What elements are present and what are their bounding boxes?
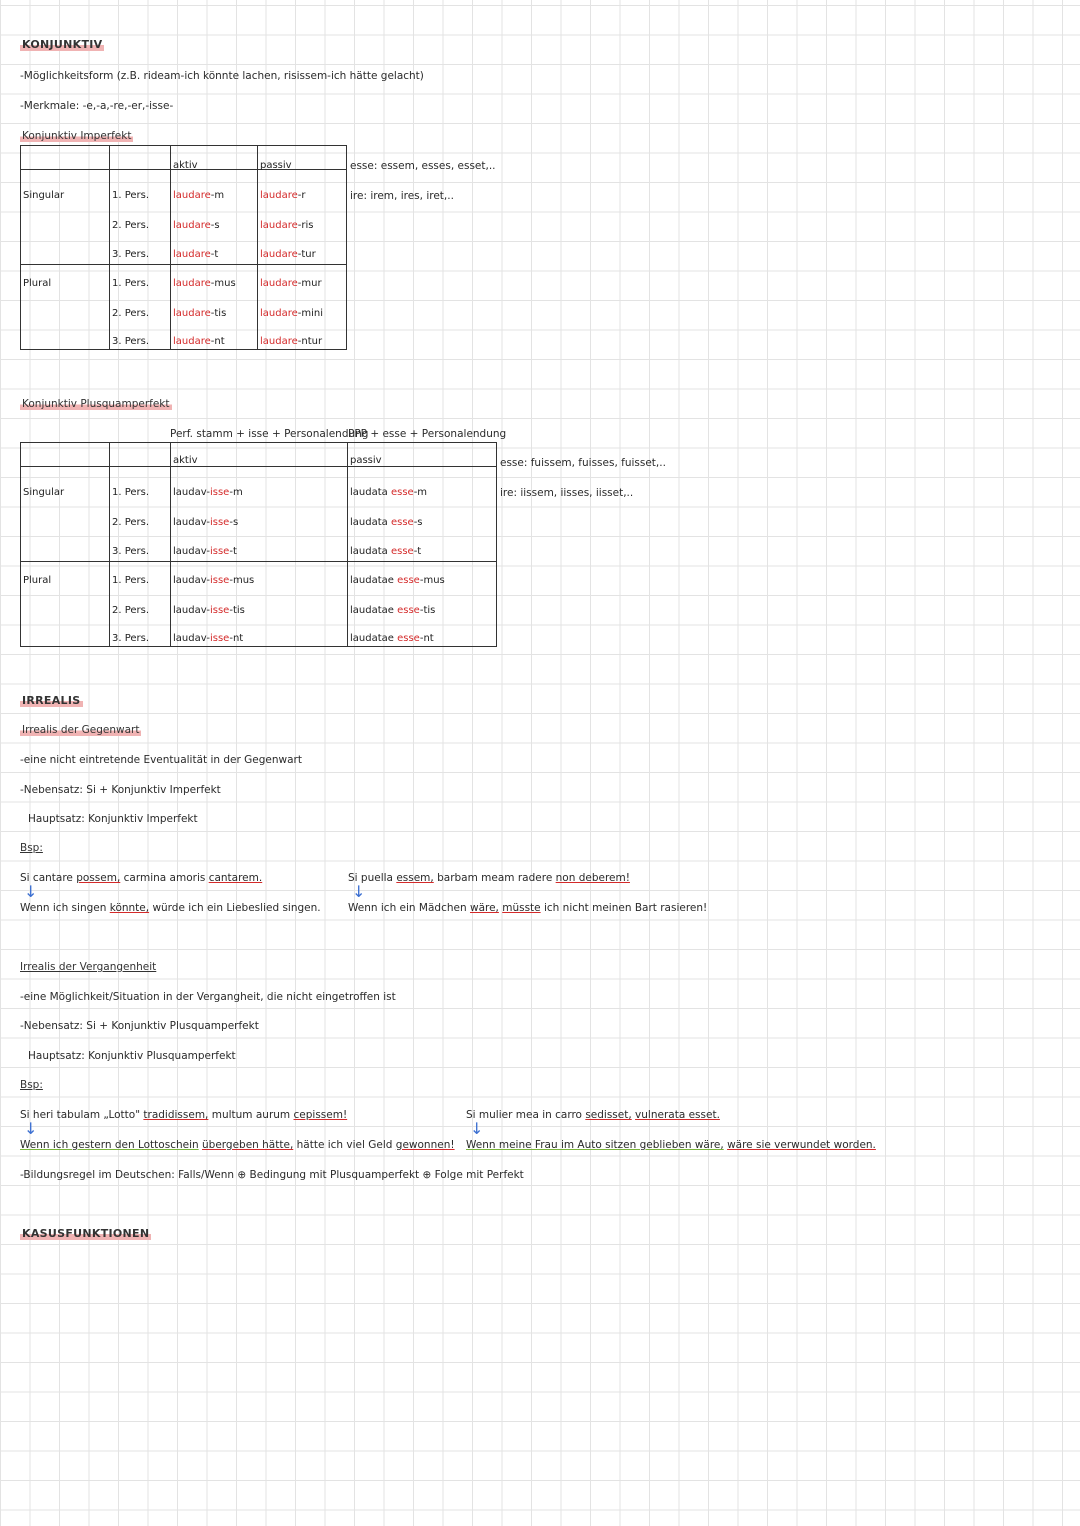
- vergangenheit-nebensatz: -Nebensatz: Si + Konjunktiv Plusquamperfekt: [20, 1020, 259, 1032]
- konjunktiv-title: KONJUNKTIV: [22, 38, 103, 51]
- gegenwart-heading: Irrealis der Gegenwart: [22, 724, 140, 736]
- imperfekt-aktiv-1pl: laudare-mus: [173, 278, 236, 289]
- pqp-passiv-2sg: laudata esse-s: [350, 517, 423, 528]
- plusquamperfekt-plural: Plural: [23, 575, 52, 586]
- plusquamperfekt-note-ire: ire: iissem, iisses, iisset,..: [500, 487, 634, 499]
- person-label: 3. Pers.: [112, 249, 150, 260]
- kasus-title: KASUSFUNKTIONEN: [22, 1227, 150, 1240]
- imperfekt-aktiv-3sg: laudare-t: [173, 249, 219, 260]
- plusquamperfekt-formula-passiv: PPP + esse + Personalendung: [348, 428, 507, 440]
- imperfekt-col-aktiv: aktiv: [173, 160, 198, 171]
- pqp-aktiv-1sg: laudav-isse-m: [173, 487, 243, 498]
- pqp-aktiv-2sg: laudav-isse-s: [173, 517, 239, 528]
- person-label: 3. Pers.: [112, 633, 150, 644]
- person-label: 1. Pers.: [112, 487, 150, 498]
- plusquamperfekt-singular: Singular: [23, 487, 65, 498]
- pqp-passiv-3pl: laudatae esse-nt: [350, 633, 434, 644]
- pqp-aktiv-3pl: laudav-isse-nt: [173, 633, 244, 644]
- vergangenheit-bsp: Bsp:: [20, 1079, 43, 1091]
- gegenwart-nebensatz: -Nebensatz: Si + Konjunktiv Imperfekt: [20, 784, 221, 796]
- pqp-aktiv-3sg: laudav-isse-t: [173, 546, 237, 557]
- arrow-down-icon: ↓: [24, 882, 38, 901]
- person-label: 1. Pers.: [112, 190, 150, 201]
- arrow-down-icon: ↓: [24, 1119, 38, 1138]
- person-label: 2. Pers.: [112, 517, 150, 528]
- pqp-passiv-1pl: laudatae esse-mus: [350, 575, 445, 586]
- vergangenheit-definition: -eine Möglichkeit/Situation in der Vergangheit, die nicht eingetroffen ist: [20, 991, 396, 1003]
- vergangenheit-ex1-latin: Si heri tabulam „Lotto" tradidissem, multum aurum cepissem!: [20, 1109, 348, 1121]
- imperfekt-plural: Plural: [23, 278, 52, 289]
- gegenwart-ex2-german: Wenn ich ein Mädchen wäre, müsste ich nicht meinen Bart rasieren!: [348, 902, 708, 914]
- konjunktiv-definition: -Möglichkeitsform (z.B. rideam-ich könnte lachen, risissem-ich hätte gelacht): [20, 70, 424, 82]
- gegenwart-bsp: Bsp:: [20, 842, 43, 854]
- person-label: 2. Pers.: [112, 605, 150, 616]
- imperfekt-passiv-3sg: laudare-tur: [260, 249, 316, 260]
- pqp-passiv-2pl: laudatae esse-tis: [350, 605, 436, 616]
- imperfekt-table: [20, 145, 347, 350]
- konjunktiv-merkmale: -Merkmale: -e,-a,-re,-er,-isse-: [20, 100, 174, 112]
- imperfekt-passiv-2sg: laudare-ris: [260, 220, 314, 231]
- person-label: 3. Pers.: [112, 336, 150, 347]
- gegenwart-ex1-latin: Si cantare possem, carmina amoris cantarem.: [20, 872, 263, 884]
- imperfekt-aktiv-2sg: laudare-s: [173, 220, 220, 231]
- bildungsregel: -Bildungsregel im Deutschen: Falls/Wenn ⊕ Bedingung mit Plusquamperfekt ⊕ Folge mit Perfekt: [20, 1169, 524, 1181]
- person-label: 1. Pers.: [112, 278, 150, 289]
- plusquamperfekt-formula-aktiv: Perf. stamm + isse + Personalendung: [170, 428, 369, 440]
- person-label: 1. Pers.: [112, 575, 150, 586]
- plusquamperfekt-note-esse: esse: fuissem, fuisses, fuisset,..: [500, 457, 666, 469]
- person-label: 2. Pers.: [112, 220, 150, 231]
- gegenwart-ex1-german: Wenn ich singen könnte, würde ich ein Liebeslied singen.: [20, 902, 321, 914]
- plusquamperfekt-col-aktiv: aktiv: [173, 455, 198, 466]
- gegenwart-hauptsatz: Hauptsatz: Konjunktiv Imperfekt: [28, 813, 198, 825]
- pqp-aktiv-1pl: laudav-isse-mus: [173, 575, 255, 586]
- pqp-passiv-3sg: laudata esse-t: [350, 546, 422, 557]
- imperfekt-heading: Konjunktiv Imperfekt: [22, 130, 132, 142]
- vergangenheit-ex2-latin: Si mulier mea in carro sedisset, vulnerata esset.: [466, 1109, 720, 1121]
- plusquamperfekt-table: [20, 442, 497, 647]
- imperfekt-passiv-1pl: laudare-mur: [260, 278, 322, 289]
- irrealis-title: IRREALIS: [22, 694, 81, 707]
- gegenwart-definition: -eine nicht eintretende Eventualität in der Gegenwart: [20, 754, 302, 766]
- imperfekt-note-ire: ire: irem, ires, iret,..: [350, 190, 454, 202]
- imperfekt-col-passiv: passiv: [260, 160, 292, 171]
- vergangenheit-hauptsatz: Hauptsatz: Konjunktiv Plusquamperfekt: [28, 1050, 236, 1062]
- imperfekt-aktiv-1sg: laudare-m: [173, 190, 225, 201]
- pqp-passiv-1sg: laudata esse-m: [350, 487, 428, 498]
- arrow-down-icon: ↓: [352, 882, 366, 901]
- plusquamperfekt-heading: Konjunktiv Plusquamperfekt: [22, 398, 170, 410]
- person-label: 3. Pers.: [112, 546, 150, 557]
- vergangenheit-heading: Irrealis der Vergangenheit: [20, 961, 157, 973]
- vergangenheit-ex2-german: Wenn meine Frau im Auto sitzen geblieben wäre, wäre sie verwundet worden.: [466, 1139, 876, 1151]
- imperfekt-passiv-2pl: laudare-mini: [260, 308, 324, 319]
- imperfekt-aktiv-2pl: laudare-tis: [173, 308, 227, 319]
- gegenwart-ex2-latin: Si puella essem, barbam meam radere non deberem!: [348, 872, 630, 884]
- imperfekt-passiv-1sg: laudare-r: [260, 190, 306, 201]
- imperfekt-passiv-3pl: laudare-ntur: [260, 336, 323, 347]
- vergangenheit-ex1-german: Wenn ich gestern den Lottoschein übergeben hätte, hätte ich viel Geld gewonnen!: [20, 1139, 455, 1151]
- imperfekt-note-esse: esse: essem, esses, esset,..: [350, 160, 496, 172]
- imperfekt-singular: Singular: [23, 190, 65, 201]
- imperfekt-aktiv-3pl: laudare-nt: [173, 336, 225, 347]
- person-label: 2. Pers.: [112, 308, 150, 319]
- pqp-aktiv-2pl: laudav-isse-tis: [173, 605, 245, 616]
- plusquamperfekt-col-passiv: passiv: [350, 455, 382, 466]
- arrow-down-icon: ↓: [470, 1119, 484, 1138]
